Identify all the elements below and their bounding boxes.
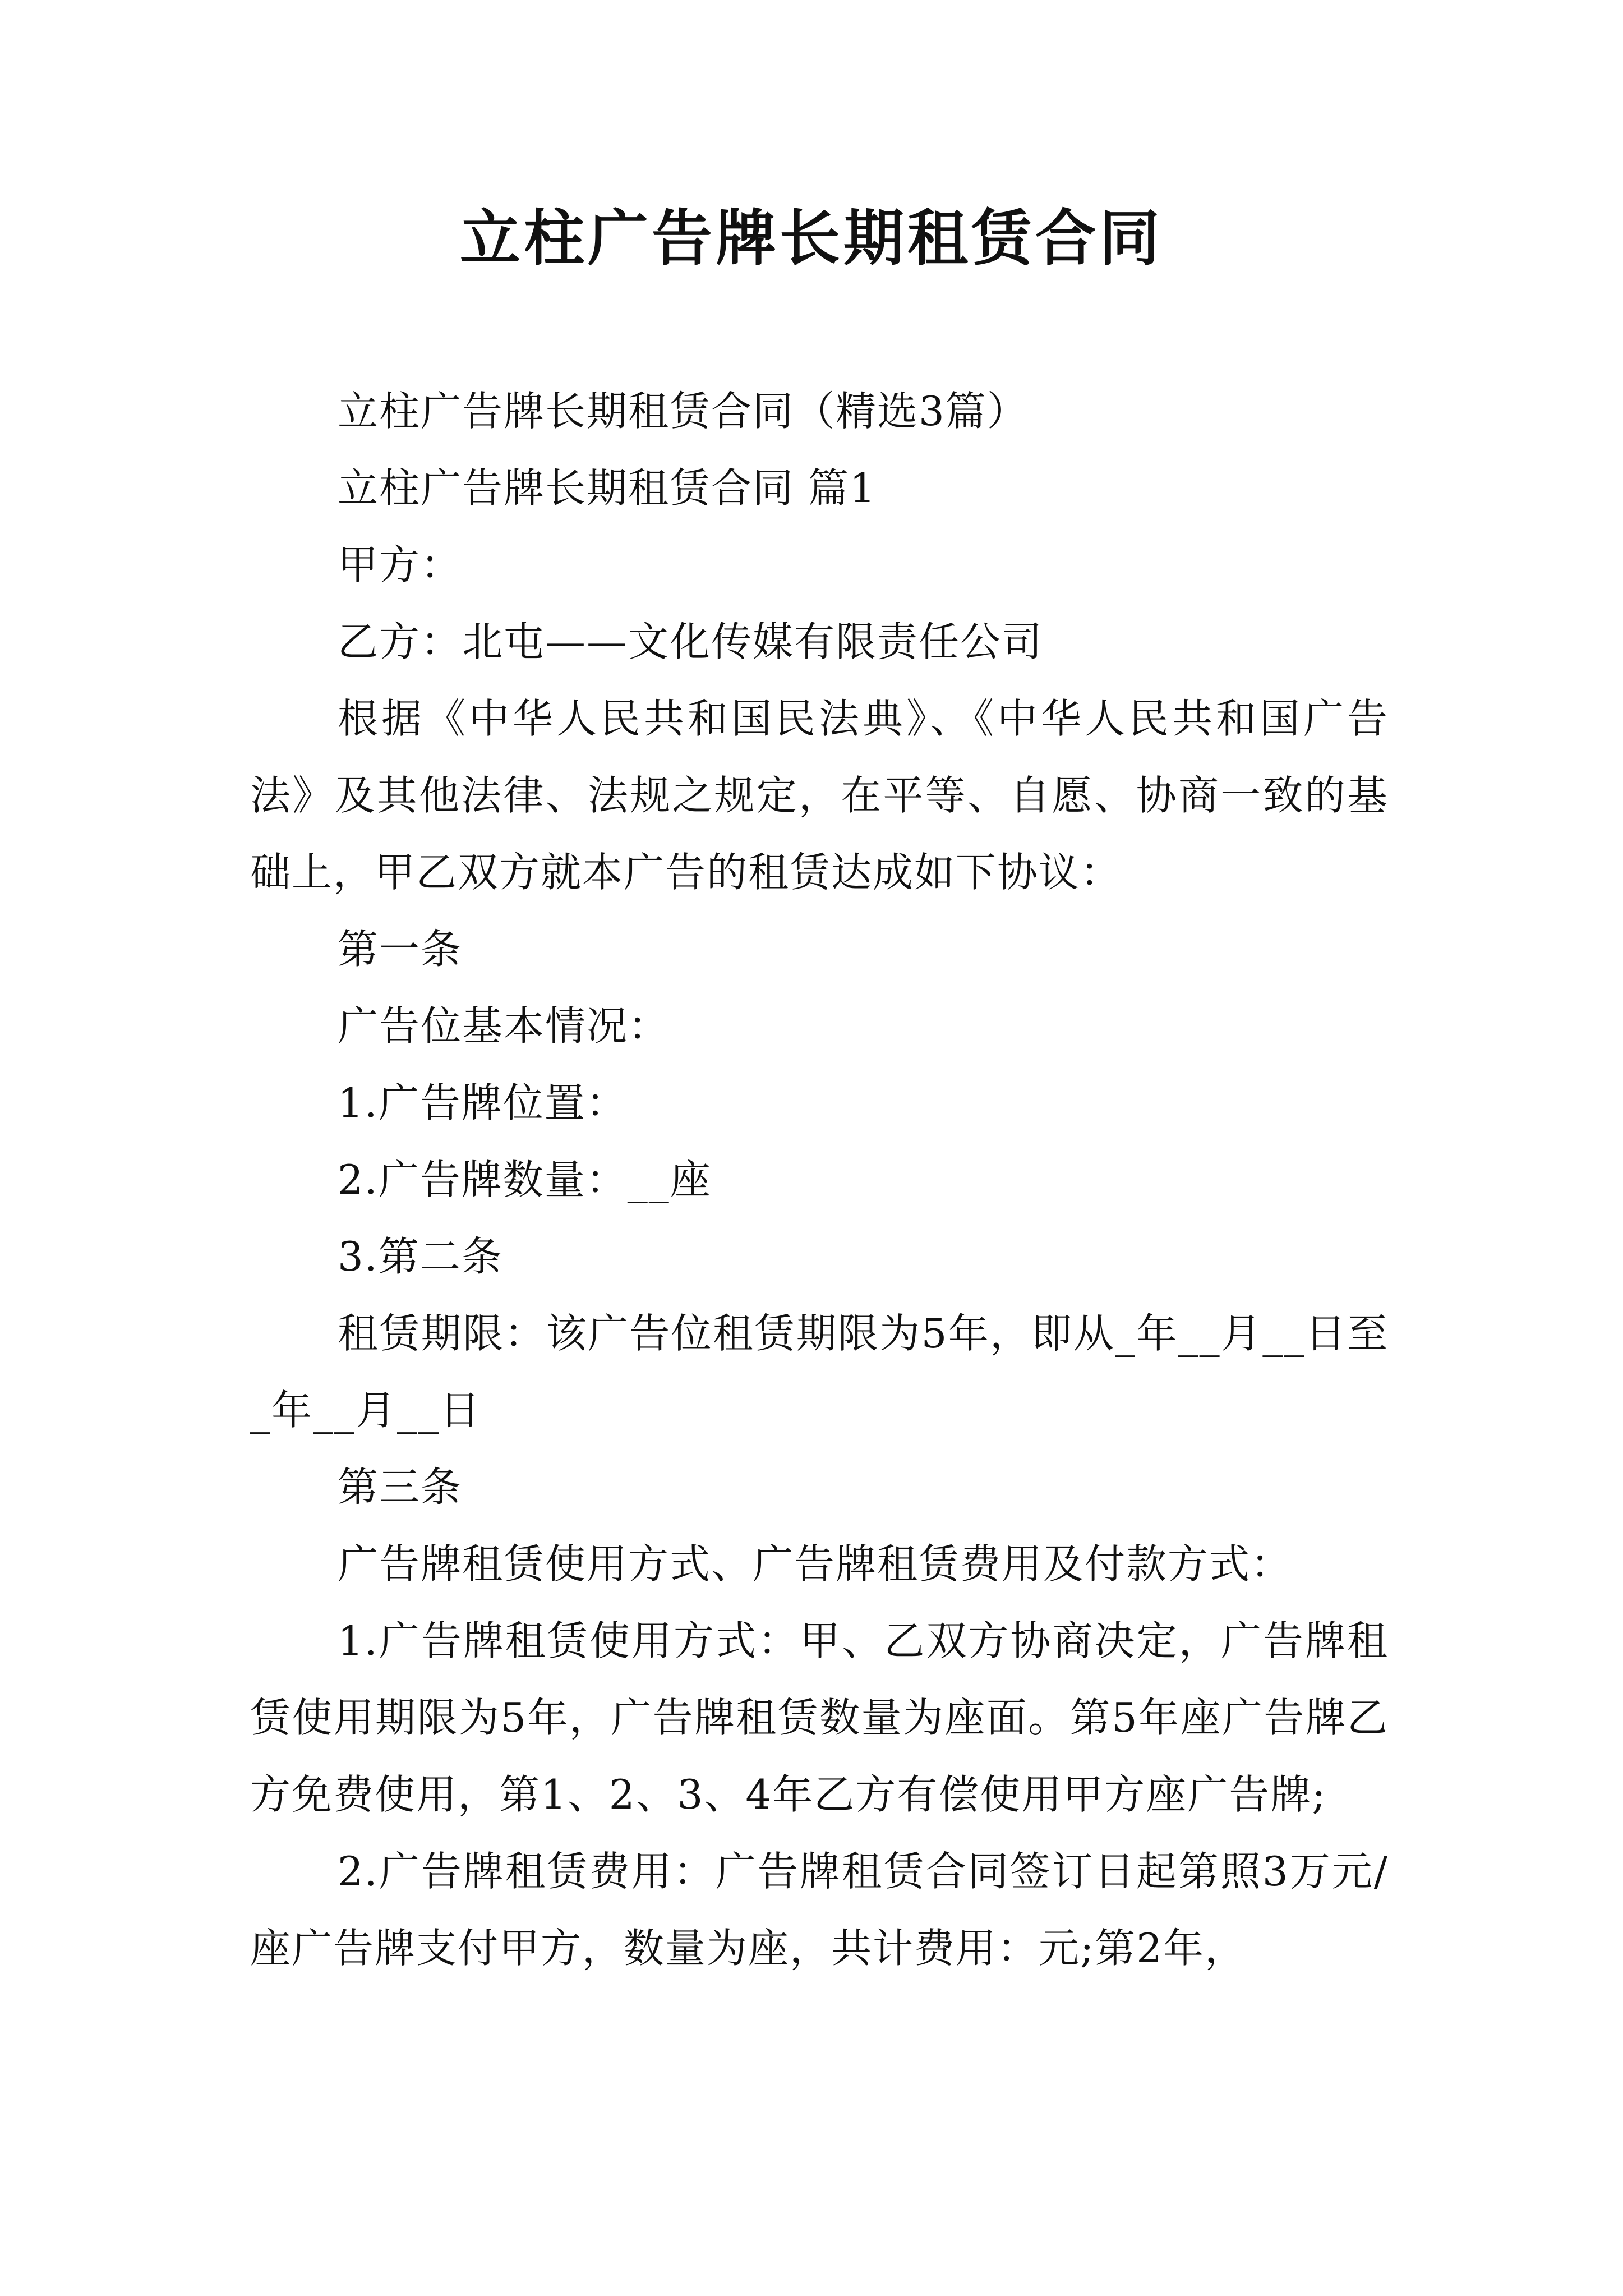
- ad-location-item: 1.广告牌位置：: [338, 1079, 628, 1126]
- usage-fee-heading: 广告牌租赁使用方式、广告牌租赁费用及付款方式：: [338, 1540, 1293, 1588]
- document-body: [250, 373, 1389, 1987]
- ad-basic-info: 广告位基本情况：: [338, 1002, 670, 1050]
- usage-method-paragraph: 1.广告牌租赁使用方式：甲、乙双方协商决定，广告牌租赁使用期限为5年，广告牌租赁数量为座面。第5年座广告牌乙方免费使用，第1、2、3、4年乙方有偿使用甲方座广告牌;: [250, 1617, 1389, 1818]
- ad-quantity-item: 2.广告牌数量：__座: [338, 1156, 712, 1203]
- lease-fee-paragraph: 2.广告牌租赁费用：广告牌租赁合同签订日起第照3万元/座广告牌支付甲方，数量为座，共计费用：元;第2年，: [250, 1848, 1389, 1972]
- party-b-line: 乙方：北屯——文化传媒有限责任公司: [338, 618, 1044, 665]
- article-three-heading: 第三条: [338, 1464, 463, 1511]
- section-heading: 立柱广告牌长期租赁合同 篇1: [338, 464, 877, 512]
- lease-term-paragraph: 租赁期限：该广告位租赁期限为5年，即从_年__月__日至_年__月__日: [250, 1310, 1389, 1434]
- document-title: 立柱广告牌长期租赁合同: [459, 203, 1163, 274]
- article-one-heading: 第一条: [338, 926, 463, 973]
- subtitle-line: 立柱广告牌长期租赁合同（精选3篇）: [338, 388, 1029, 435]
- article-two-heading: 3.第二条: [338, 1233, 503, 1280]
- preamble-paragraph: 根据《中华人民共和国民法典》、《中华人民共和国广告法》及其他法律、法规之规定，在平等、自愿、协商一致的基础上，甲乙双方就本广告的租赁达成如下协议：: [250, 695, 1389, 896]
- party-a-line: 甲方：: [338, 541, 463, 588]
